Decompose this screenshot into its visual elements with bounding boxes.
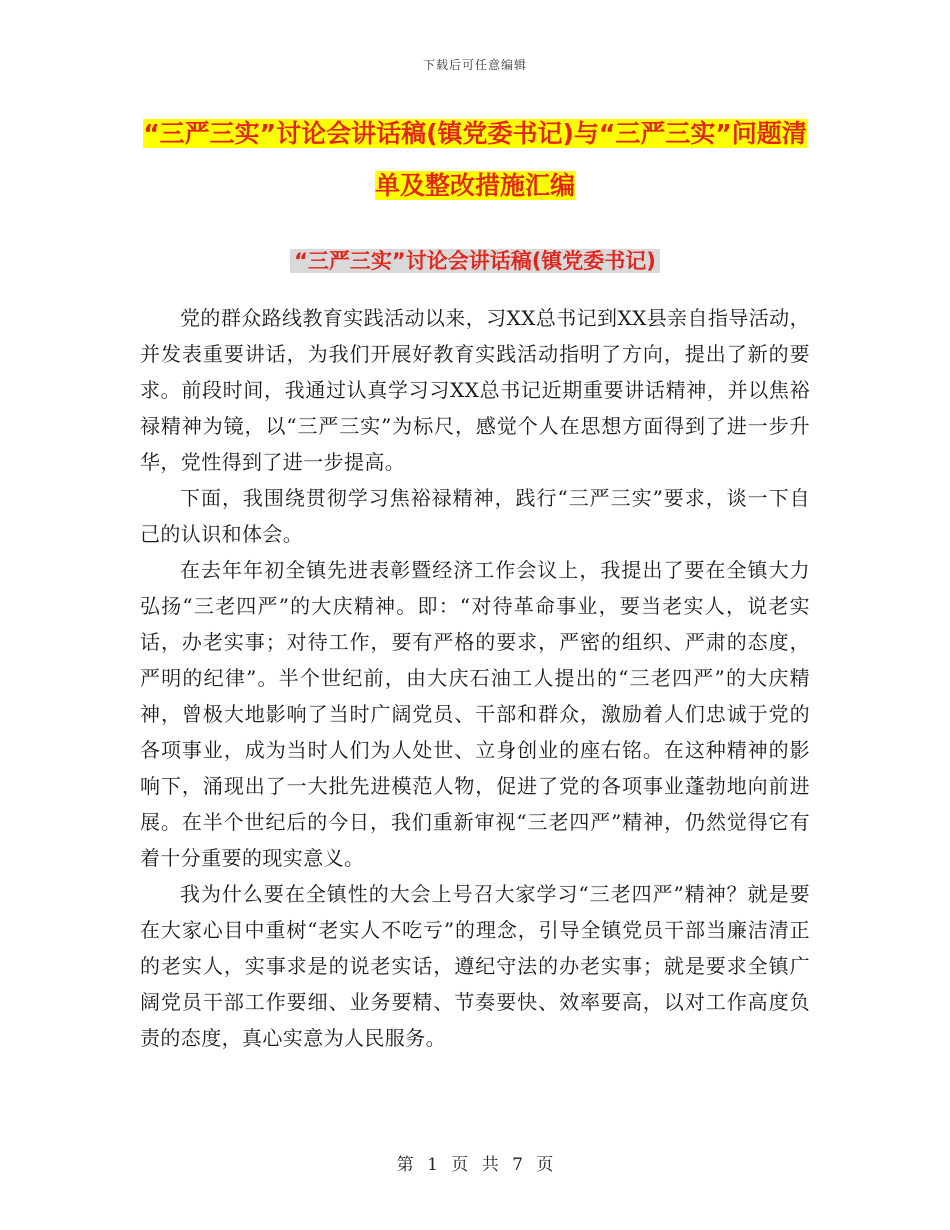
section-title-text: “三严三实”讨论会讲话稿(镇党委书记)	[290, 249, 660, 273]
page-footer-page-number: 第 1 页 共 7 页	[396, 1155, 554, 1175]
paragraph: 党的群众路线教育实践活动以来，习XX总书记到XX县亲自指导活动，并发表重要讲话，为我们开展好教育实践活动指明了方向，提出了新的要求。前段时间，我通过认真学习习XX总书记近期重要讲话精神，并以焦裕禄精神为镜，以“三严三实”为标尺，感觉个人在思想方面得到了进一步升华，党性得到了进一步提高。	[140, 306, 810, 474]
paragraph: 我为什么要在全镇性的大会上号召大家学习“三老四严”精神？就是要在大家心目中重树“老实人不吃亏”的理念，引导全镇党员干部当廉洁清正的老实人，实事求是的说老实话，遵纪守法的办老实事；就是要求全镇广阔党员干部工作要细、业务要精、节奏要快、效率要高，以对工作高度负责的态度，真心实意为人民服务。	[140, 882, 810, 1050]
document-body	[140, 300, 810, 1056]
document-title	[140, 108, 810, 212]
page-header-note: 下载后可任意编辑	[422, 58, 527, 72]
paragraph: 在去年年初全镇先进表彰暨经济工作会议上，我提出了要在全镇大力弘扬“三老四严”的大庆精神。即：“对待革命事业，要当老实人，说老实话，办老实事；对待工作，要有严格的要求，严密的组织、严肃的态度，严明的纪律”。半个世纪前，由大庆石油工人提出的“三老四严”的大庆精神，曾极大地影响了当时广阔党员、干部和群众，激励着人们忠诚于党的各项事业，成为当时人们为人处世、立身创业的座右铭。在这种精神的影响下，涌现出了一大批先进模范人物，促进了党的各项事业蓬勃地向前进展。在半个世纪后的今日，我们重新审视“三老四严”精神，仍然觉得它有着十分重要的现实意义。	[140, 558, 810, 870]
section-title	[0, 244, 950, 278]
paragraph: 下面，我围绕贯彻学习焦裕禄精神，践行“三严三实”要求，谈一下自己的认识和体会。	[140, 486, 810, 546]
document-title-text: “三严三实”讨论会讲话稿(镇党委书记)与“三严三实”问题清单及整改措施汇编	[143, 119, 807, 200]
